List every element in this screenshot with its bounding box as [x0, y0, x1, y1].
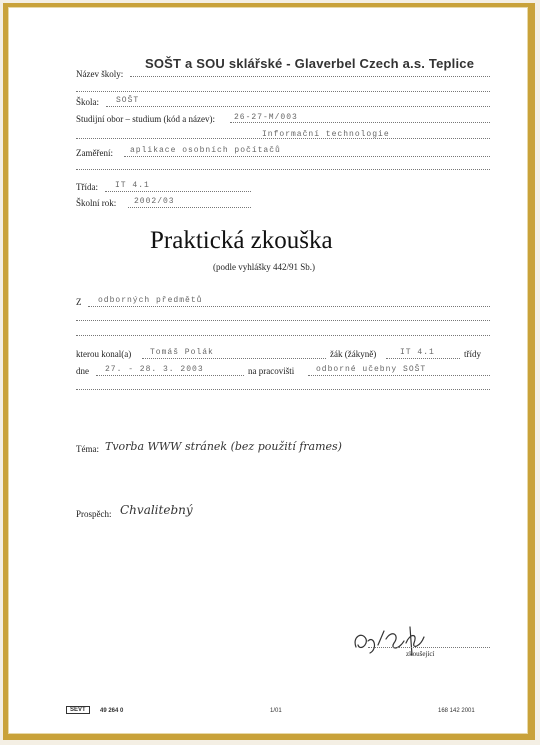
- school-label: Název školy:: [76, 69, 124, 79]
- school-line-2: [76, 91, 490, 92]
- prospech-label: Prospěch:: [76, 509, 112, 519]
- pracoviste-value: odborné učebny SOŠT: [316, 365, 427, 374]
- z-line-3: [76, 335, 490, 336]
- footer-code: 49 264 0: [100, 708, 124, 714]
- rok-line: [128, 207, 251, 208]
- zamereni-value: aplikace osobních počítačů: [130, 146, 281, 155]
- konal-line: [142, 358, 326, 359]
- dne-line: [96, 375, 244, 376]
- obor-label: Studijní obor – studium (kód a název):: [76, 114, 215, 124]
- tridy-label: třídy: [464, 349, 481, 359]
- obor-line: [230, 122, 490, 123]
- zak-line: [386, 358, 460, 359]
- document-subtitle: (podle vyhlášky 442/91 Sb.): [213, 262, 315, 272]
- pracoviste-label: na pracovišti: [248, 366, 295, 376]
- z-line-2: [76, 320, 490, 321]
- school-line: [130, 76, 490, 77]
- skola-label: Škola:: [76, 97, 100, 107]
- z-label: Z: [76, 297, 82, 307]
- signature-label: zkoušející: [406, 650, 435, 658]
- footer-sevt: [66, 707, 90, 713]
- sevt-logo: SEVT: [66, 706, 90, 714]
- tema-value: Tvorba WWW stránek (bez použití frames): [105, 440, 342, 453]
- zamereni-label: Zaměření:: [76, 148, 113, 158]
- dne-line-2: [76, 389, 490, 390]
- trida-value: IT 4.1: [115, 181, 150, 190]
- trida-line: [105, 191, 251, 192]
- dne-value: 27. - 28. 3. 2003: [105, 365, 204, 374]
- zak-label: žák (žákyně): [330, 349, 377, 359]
- trida-label: Třída:: [76, 182, 98, 192]
- z-value: odborných předmětů: [98, 296, 203, 305]
- konal-label: kterou konal(a): [76, 349, 132, 359]
- footer-page: 1/01: [270, 708, 282, 714]
- tema-label: Téma:: [76, 444, 99, 454]
- konal-value: Tomáš Polák: [150, 348, 214, 357]
- rok-label: Školní rok:: [76, 198, 117, 208]
- exam-certificate: [8, 7, 528, 734]
- signature-line: [368, 647, 490, 648]
- obor-line-2: [76, 138, 490, 139]
- zak-value: IT 4.1: [400, 348, 435, 357]
- rok-value: 2002/03: [134, 197, 175, 206]
- footer-number: 168 142 2001: [438, 708, 475, 714]
- school-name: SOŠT a SOU sklářské - Glaverbel Czech a.s. Teplice: [145, 56, 475, 71]
- zamereni-line-2: [76, 169, 490, 170]
- obor-name: Informační technologie: [262, 130, 390, 139]
- zamereni-line: [124, 156, 490, 157]
- dne-label: dne: [76, 366, 89, 376]
- obor-code: 26-27-M/003: [234, 113, 298, 122]
- prospech-value: Chvalitebný: [120, 503, 193, 517]
- z-line: [88, 306, 490, 307]
- skola-line: [106, 106, 490, 107]
- pracoviste-line: [308, 375, 490, 376]
- skola-value: SOŠT: [116, 96, 140, 105]
- document-title: Praktická zkouška: [150, 227, 333, 254]
